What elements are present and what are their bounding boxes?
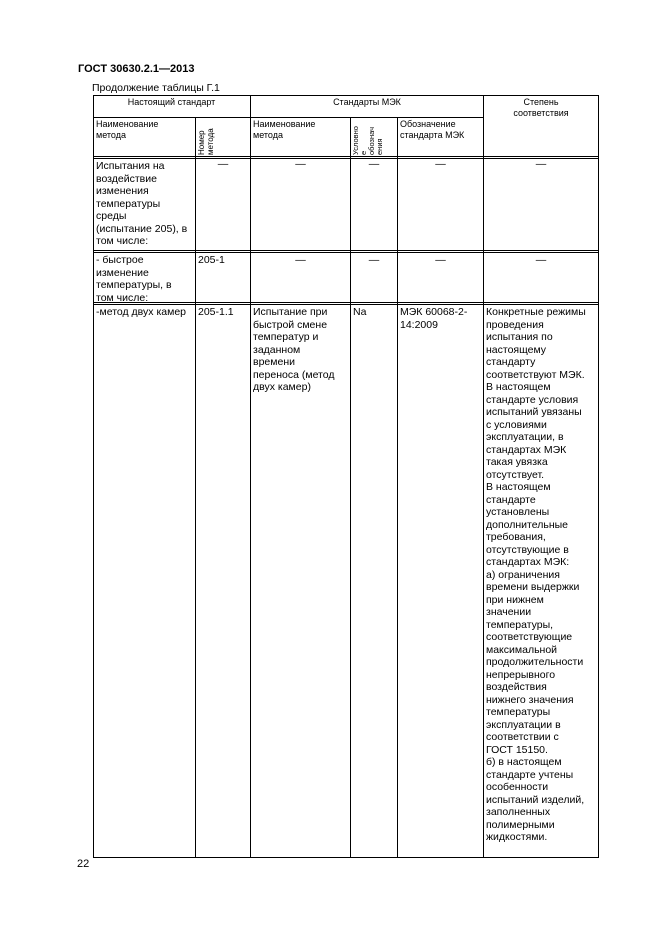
row-1-iec-method-name: — xyxy=(295,158,306,170)
header-degree-of-conformity: Степень соответствия xyxy=(513,97,569,118)
page-number: 22 xyxy=(77,858,90,870)
row-2-iec-method-name: — xyxy=(295,254,306,266)
row-3-symbol: Na xyxy=(353,306,367,318)
header-symbol: Условно е обознач ения xyxy=(351,126,384,155)
row-1-method-number: — xyxy=(217,158,229,170)
row-2-symbol: — xyxy=(368,254,380,266)
header-method-number: Номер метода xyxy=(197,128,215,155)
row-1-degree: — xyxy=(535,158,547,170)
row-3-degree: Конкретные режимы проведения испытания по настоящему стандарту соответствуют МЭК. В настоящем стандарте условия испытаний увязаны с условиями эксплуатации, в стандартах МЭК такая увязка отсутствует. В настоящем стандарте установлены дополнительные требования, отсутствующие в стандартах МЭК: а) ограничения времени выдержки при нижнем значении температуры, соответствующие максимальной продолжительности непрерывного воздействия нижнего значения температуры эксплуатации в соответствии с ГОСТ 15150. б) в настоящем стандарте учтены особенности испытаний изделий, заполненных полимерными жидкостями. xyxy=(486,306,586,843)
header-method-name: Наименование метода xyxy=(96,119,159,140)
row-1-symbol: — xyxy=(368,158,380,170)
table-caption: Продолжение таблицы Г.1 xyxy=(92,82,220,94)
document-header: ГОСТ 30630.2.1—2013 xyxy=(78,63,195,75)
row-3-iec-method-name: Испытание при быстрой смене температур и заданном времени переноса (метод двух камер) xyxy=(253,306,335,393)
row-2-method-number: 205-1 xyxy=(198,254,225,266)
row-3-method-name: -метод двух камер xyxy=(96,306,187,318)
row-1-iec-designation: — xyxy=(435,158,446,170)
row-3-method-number: 205-1.1 xyxy=(198,306,234,318)
row-2-iec-designation: — xyxy=(435,254,446,266)
comparison-table xyxy=(93,95,599,858)
header-iec-standards: Стандарты МЭК xyxy=(333,97,401,107)
row-2-method-name: - быстрое изменение температуры, в том числе: xyxy=(96,254,172,304)
row-3-iec-designation: МЭК 60068-2- 14:2009 xyxy=(400,306,468,331)
header-national-standard: Настоящий стандарт xyxy=(127,97,216,107)
row-2-degree: — xyxy=(535,254,547,266)
row-1-method-name: Испытания на воздействие изменения температуры среды (испытание 205), в том числе: xyxy=(96,160,188,247)
header-iec-designation: Обозначение стандарта МЭК xyxy=(400,119,465,140)
header-iec-method-name: Наименование метода xyxy=(253,119,316,140)
